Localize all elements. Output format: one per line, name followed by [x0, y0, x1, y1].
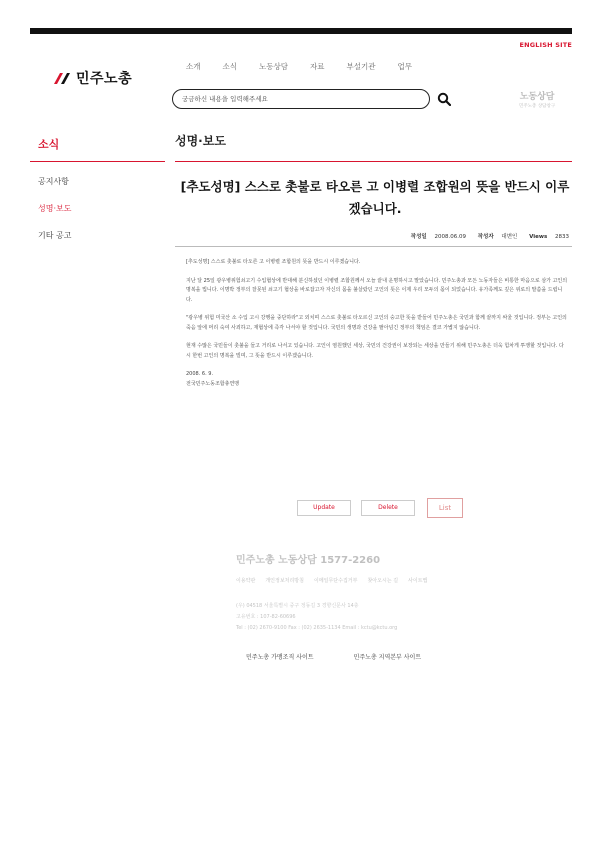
logo[interactable]	[52, 68, 132, 88]
signature-date: 2008. 6. 9.	[186, 371, 214, 377]
footer-link[interactable]: 사이트맵	[408, 578, 428, 584]
sidebar-divider	[30, 161, 165, 162]
sidebar-item-notice[interactable]: 공지사항	[38, 177, 69, 186]
article-paragraph: 현재 수많은 국민들이 촛불을 들고 거리로 나서고 있습니다. 고인이 염원했던 세상, 국민의 건강권이 보장되는 세상을 만들기 위해 민주노총은 더욱 힘차게 투쟁할 것입니다. 다시 한번 고인의 명복을 빌며, 그 뜻을 반드시 이루겠습니다.	[186, 343, 564, 359]
nav-item-affiliates[interactable]: 부설기관	[346, 62, 376, 71]
footer-title: 민주노총 노동상담 1577-2260	[236, 555, 381, 566]
search-icon[interactable]	[437, 92, 451, 106]
page-title: 성명·보도	[175, 134, 226, 148]
sidebar-item-other[interactable]: 기타 공고	[38, 231, 72, 240]
consult-title: 노동상담	[519, 92, 555, 102]
logo-text: 민주노총	[76, 71, 133, 87]
logo-mark-icon	[52, 71, 74, 85]
consult-subtitle: 민주노총 상담창구	[519, 104, 556, 109]
footer-address-block	[236, 601, 397, 634]
article-headline: [추도성명] 스스로 촛불로 타오른 고 이병렬 조합원의 뜻을 반드시 이루겠습니다.	[180, 179, 570, 216]
footer-contact: Tel : (02) 2670-9100 Fax : (02) 2635-1134 Email : kctu@kctu.org	[236, 625, 398, 631]
title-divider	[175, 161, 572, 162]
views-value: 2833	[555, 234, 569, 240]
author-value: 대변인	[501, 234, 518, 240]
sidebar-menu	[38, 176, 71, 257]
views-label: Views	[529, 234, 548, 240]
list-button[interactable]: List	[427, 498, 463, 518]
nav-item-consult[interactable]: 노동상담	[259, 62, 288, 71]
update-button[interactable]: Update	[297, 500, 351, 516]
article-meta	[411, 232, 569, 240]
main-nav	[186, 61, 434, 72]
date-value: 2008.06.09	[434, 234, 466, 240]
delete-button[interactable]: Delete	[361, 500, 415, 516]
footer-link[interactable]: 이용약관	[236, 578, 256, 584]
regional-sites-link[interactable]: 민주노총 지역본부 사이트	[353, 654, 422, 661]
footer-business-no: 고유번호 : 107-82-60696	[236, 614, 296, 620]
footer-sites	[246, 652, 461, 661]
footer-link[interactable]: 이메일무단수집거부	[313, 578, 358, 584]
nav-item-work[interactable]: 업무	[397, 62, 412, 71]
nav-item-materials[interactable]: 자료	[309, 62, 325, 71]
nav-item-news[interactable]: 소식	[222, 62, 237, 71]
author-label: 작성자	[477, 234, 494, 240]
sidebar-item-statements[interactable]: 성명·보도	[38, 204, 72, 213]
article-paragraph: [추도성명] 스스로 촛불로 타오른 고 이병렬 조합원의 뜻을 반드시 이루겠습니다.	[186, 259, 361, 265]
article-paragraph: 지난 달 25일 광우병위험쇠고기 수입협상에 반대해 분신하셨던 이병렬 조합원께서 오늘 끝내 운명하시고 말았습니다. 민주노총과 모든 노동자들은 비통한 마음으로 삼가 고인의 명복을 빕니다. 이명박 정부의 잘못된 쇠고기 협상을 바로잡고자 자신의 몸을 불살랐던 고인의 뜻은 이제 우리 모두의 몫이 되었습니다. 유가족께도 깊은 위로의 말씀을 드립니다.	[186, 277, 568, 303]
meta-divider	[175, 246, 572, 247]
nav-item-about[interactable]: 소개	[186, 62, 201, 71]
footer-link[interactable]: 개인정보처리방침	[265, 578, 304, 584]
search-input[interactable]: 궁금하신 내용을 입력해주세요	[172, 89, 430, 109]
english-site-link[interactable]: ENGLISH SITE	[519, 41, 572, 49]
sidebar-title: 소식	[38, 138, 60, 151]
article-body	[186, 258, 568, 389]
footer-address: (우) 04518 서울특별시 중구 정동길 3 경향신문사 14층	[236, 603, 359, 609]
date-label: 작성일	[410, 234, 427, 240]
article-paragraph: "광우병 위험 미국산 소 수입 고시 강행을 중단하라"고 외치며 스스로 촛불로 타오르신 고인의 숭고한 뜻을 받들어 민주노총은 국민과 함께 끝까지 싸울 것입니다. 정부는 고인의 죽음 앞에 머리 숙여 사죄하고, 재협상에 즉각 나서야 할 것입니다. 국민의 생명과 건강을 팔아넘긴 정부의 책임은 결코 가볍지 않습니다.	[186, 315, 567, 331]
article-actions	[297, 498, 463, 518]
consult-link[interactable]	[519, 89, 555, 109]
signature-org: 전국민주노동조합총연맹	[186, 380, 240, 387]
footer-link[interactable]: 찾아오시는 길	[367, 578, 399, 584]
affiliate-sites-link[interactable]: 민주노총 가맹조직 사이트	[246, 654, 314, 661]
footer-links	[236, 577, 437, 584]
top-bar	[30, 28, 572, 34]
